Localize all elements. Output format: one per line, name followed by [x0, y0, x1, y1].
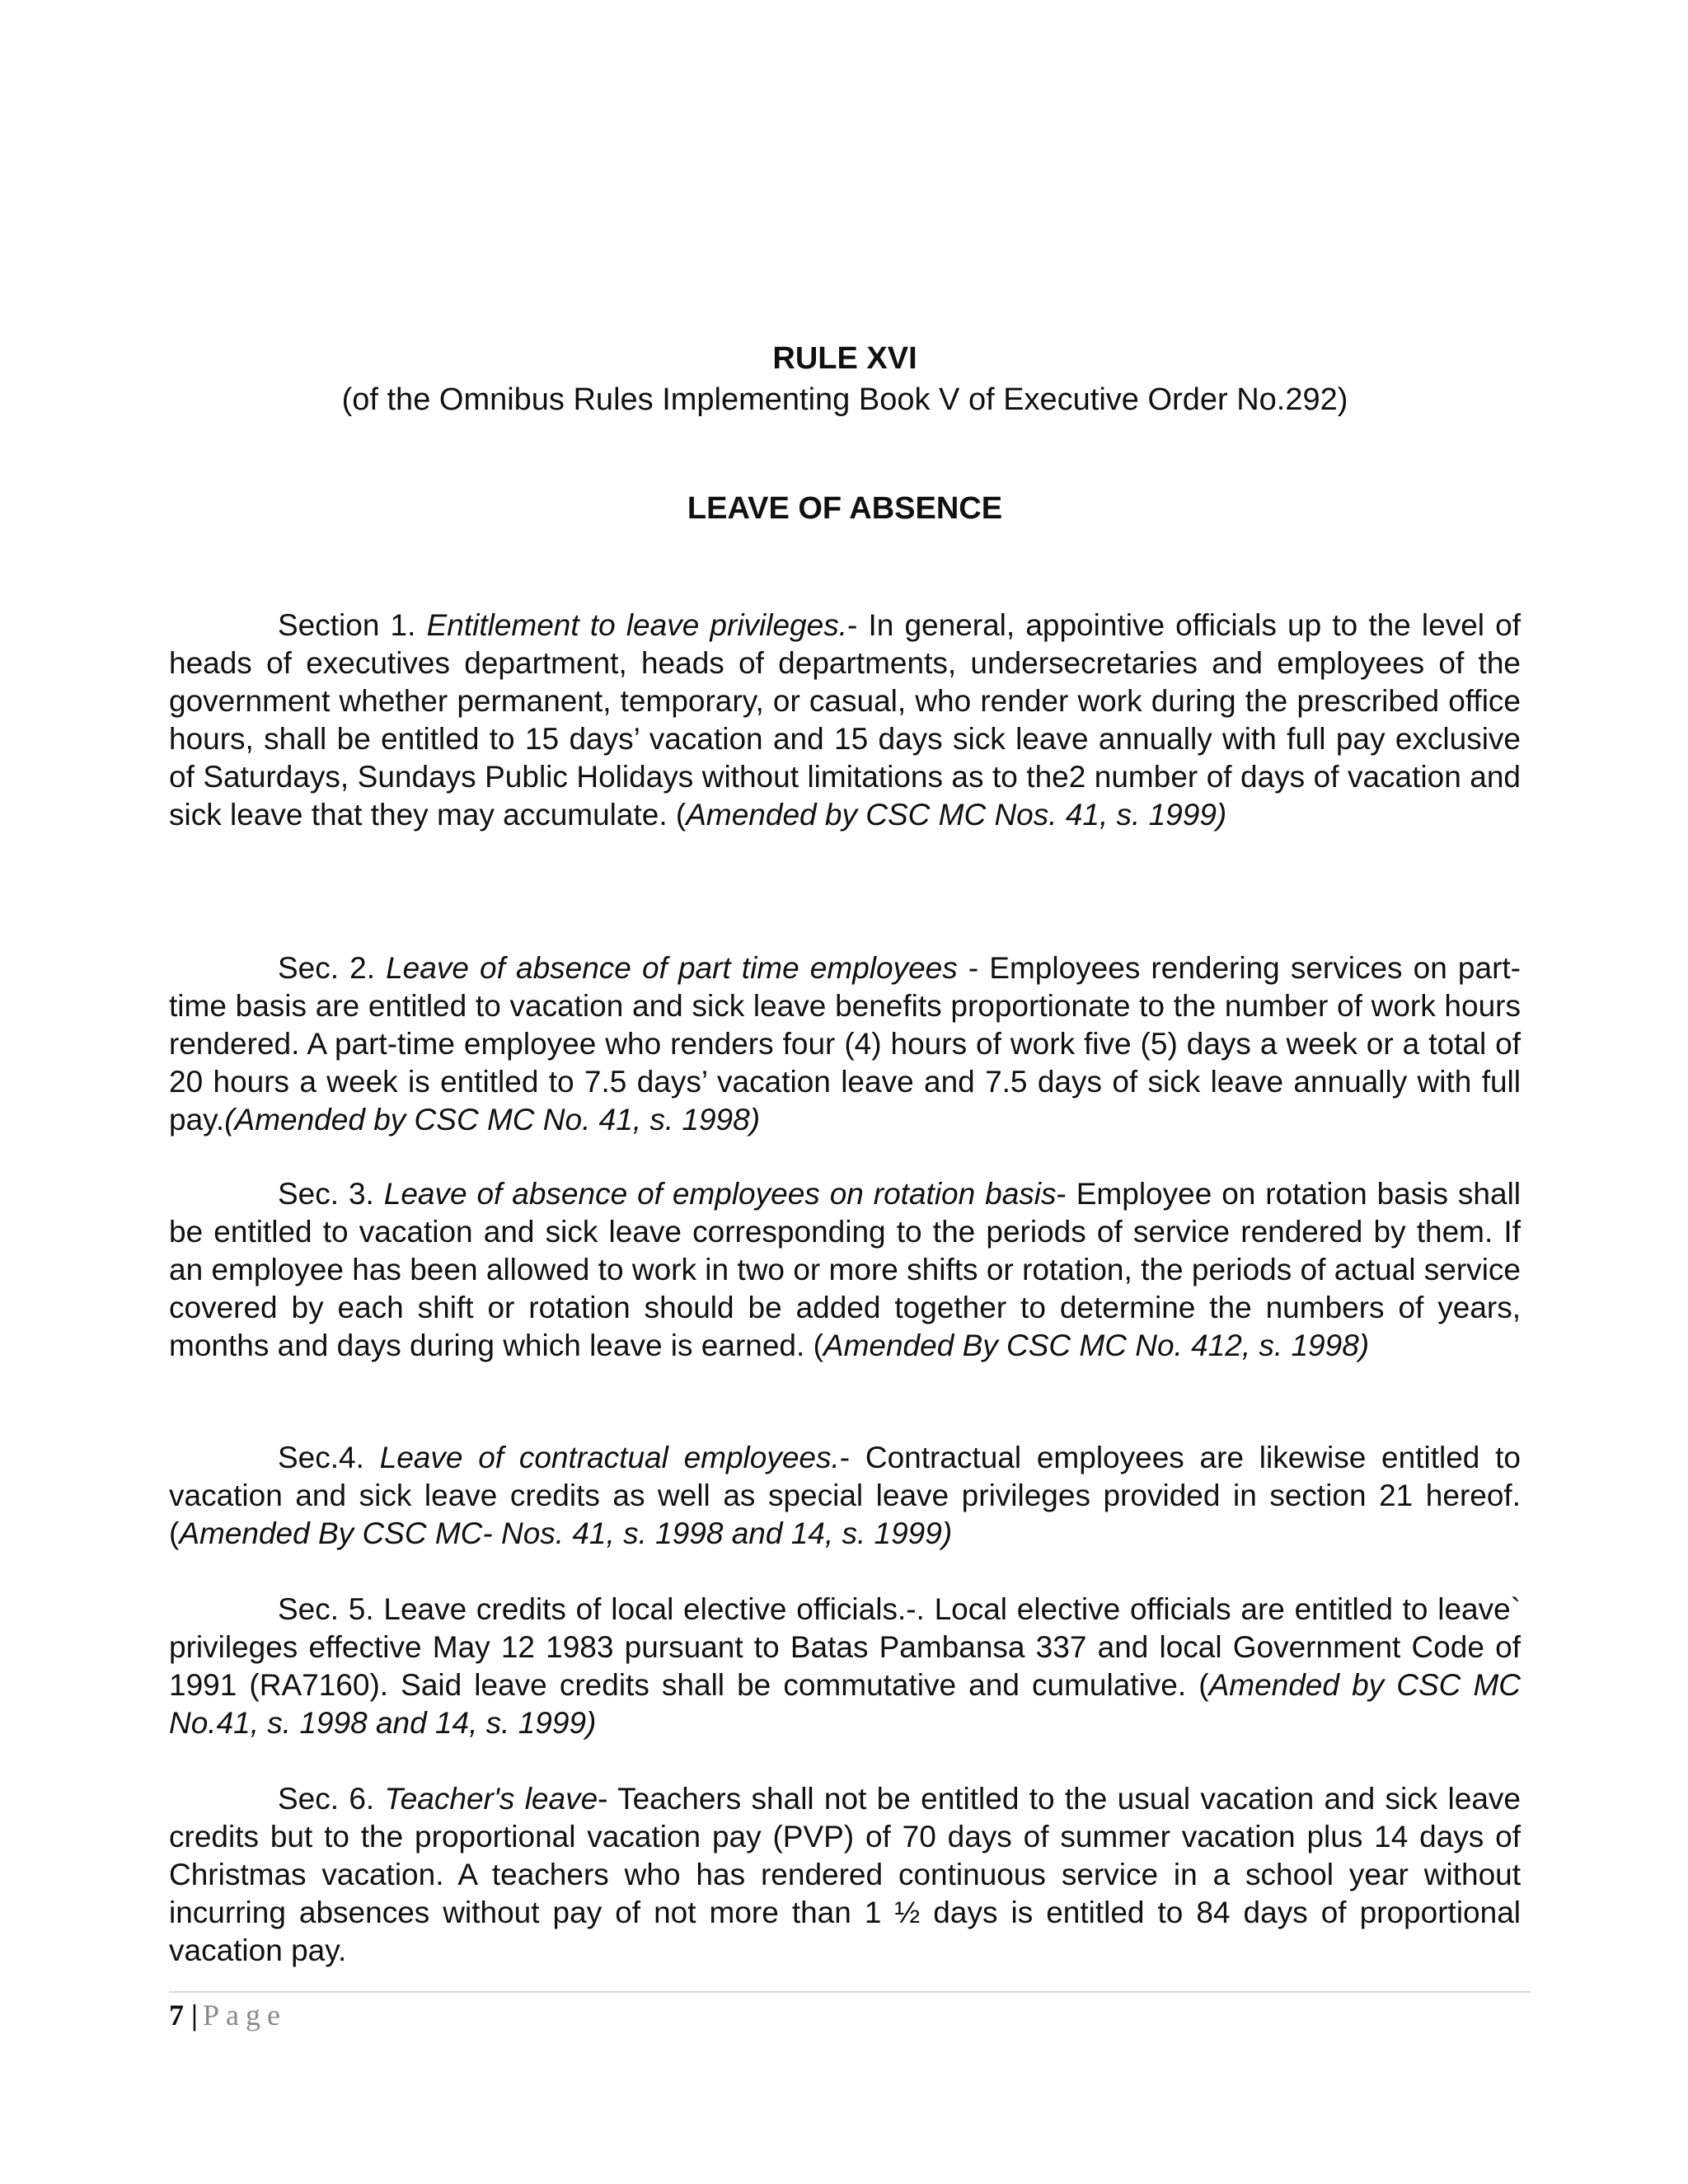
section-amendment: Amended by CSC MC Nos. 41, s. 1999) — [686, 798, 1227, 832]
section-body: - Contractual employees are likewise entitled to vacation and sick leave credits as well as special leave privileges provided in section 21 hereof. ( — [169, 1441, 1521, 1550]
section-6-paragraph — [169, 1780, 1521, 1970]
section-heading: Teacher's leave — [384, 1782, 598, 1816]
section-lead: Sec.4. — [278, 1441, 380, 1474]
rule-title: RULE XVI — [772, 341, 917, 376]
page-label: Page — [202, 1999, 287, 2032]
section-heading: Leave of contractual employees. — [379, 1441, 840, 1474]
section-lead: Sec. 3. — [278, 1177, 384, 1211]
section-lead: Sec. 5. — [278, 1592, 384, 1626]
section-amendment: Amended by CSC MC No.41, s. 1998 and 14, s. 1999) — [169, 1668, 1521, 1740]
section-2-paragraph — [169, 949, 1521, 1139]
section-1-paragraph — [169, 607, 1521, 834]
section-heading: Entitlement to leave privileges. — [426, 608, 847, 642]
page-footer — [169, 1996, 287, 2034]
section-amendment: Amended By CSC MC- Nos. 41, s. 1998 and 14, s. 1999) — [179, 1516, 953, 1550]
section-lead: Section 1. — [278, 608, 427, 642]
section-5-paragraph — [169, 1591, 1521, 1742]
section-amendment: Amended By CSC MC No. 412, s. 1998) — [823, 1329, 1370, 1362]
section-lead: Sec. 2. — [278, 951, 387, 985]
section-body: - Employees rendering services on part-time basis are entitled to vacation and sick leave benefits proportionate to the number of work hours rendered. A part-time employee who renders four (4) hours of work five (5) days a week or a total of 20 hours a week is entitled to 7.5 days’ vacation leave and 7.5 days of sick leave annually with full pay. — [169, 951, 1521, 1137]
section-body: - In general, appointive officials up to the level of heads of executives department, heads of departments, undersecretaries and employees of the government whether permanent, temporary, or casual, who render work during the prescribed office hours, shall be entitled to 15 days’ vacation and 15 days sick leave annually with full pay exclusive of Saturdays, Sundays Public Holidays without limitations as to the2 number of days of vacation and sick leave that they may accumulate. ( — [169, 608, 1522, 832]
section-title: LEAVE OF ABSENCE — [687, 491, 1003, 526]
section-4-paragraph — [169, 1439, 1521, 1553]
section-3-paragraph — [169, 1175, 1521, 1365]
section-amendment: (Amended by CSC MC No. 41, s. 1998) — [224, 1103, 761, 1137]
section-body: - Employee on rotation basis shall be entitled to vacation and sick leave corresponding to the periods of service rendered by them. If an employee has been allowed to work in two or more shifts or rotation, the periods of actual service covered by each shift or rotation should be added together to determine the numbers of years, months and days during which leave is earned. ( — [169, 1177, 1522, 1362]
section-lead: Sec. 6. — [278, 1782, 385, 1816]
footer-divider — [169, 1991, 1531, 1993]
footer-separator: | — [191, 1999, 198, 2032]
section-heading: Leave of absence of employees on rotation basis — [383, 1177, 1057, 1211]
section-body: Leave credits of local elective officials.-. Local elective officials are entitled to leave` privileges effective May 12 1983 pursuant to Batas Pambansa 337 and local Government Code of 1991 (RA7160). Said leave credits shall be commutative and cumulative. ( — [169, 1592, 1522, 1702]
section-body: - Teachers shall not be entitled to the usual vacation and sick leave credits but to the proportional vacation pay (PVP) of 70 days of summer vacation plus 14 days of Christmas vacation. A teachers who has rendered continuous service in a school year without incurring absences without pay of not more than 1 ½ days is entitled to 84 days of proportional vacation pay. — [169, 1782, 1521, 1967]
page-number: 7 — [169, 1999, 184, 2032]
section-heading: Leave of absence of part time employees — [386, 951, 958, 985]
rule-subtitle: (of the Omnibus Rules Implementing Book V of Executive Order No.292) — [341, 382, 1348, 417]
